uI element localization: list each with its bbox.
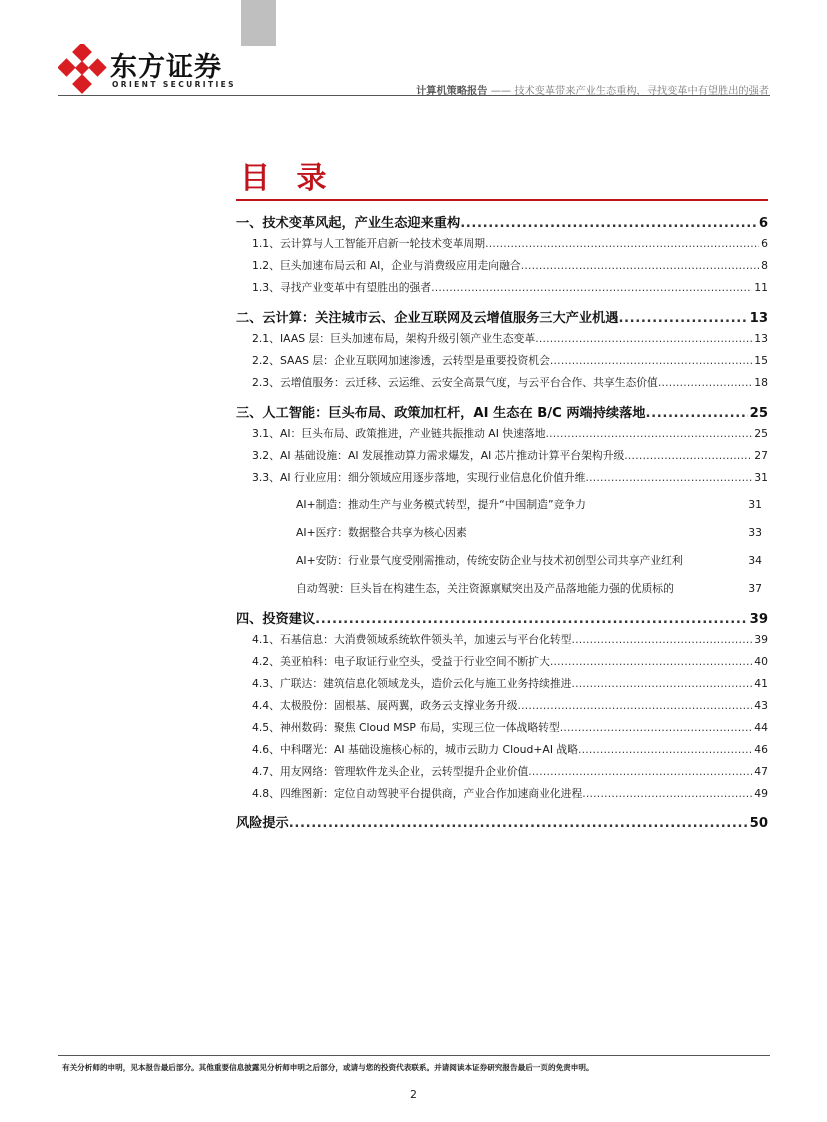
header-separator: —— [490,86,512,97]
toc-leader-dots [431,281,752,294]
toc-entry-4-7[interactable] [236,764,768,779]
logo-english-name: ORIENT SECURITIES [112,80,236,89]
toc-entry-page: 41 [754,677,768,690]
toc-leader-dots [618,311,747,326]
toc-leader-dots [289,816,748,831]
toc-entry-label: 二、云计算：关注城市云、企业互联网及云增值服务三大产业机遇 [236,311,619,326]
toc-entry-page: 39 [754,633,768,646]
toc-entry-label: 4.1、石基信息：大消费领域系统软件领头羊，加速云与平台化转型 [252,633,572,646]
toc-entry-label: 1.2、巨头加速布局云和 AI，企业与消费级应用走向融合 [252,259,521,272]
toc-entry-label: 4.4、太极股份：固根基、展两翼，政务云支撑业务升级 [252,699,518,712]
toc-entry-page: 34 [748,554,762,567]
orient-logo-icon [58,44,108,94]
toc-entry-label: 2.1、IAAS 层：巨头加速布局，架构升级引领产业生态变革 [252,332,536,345]
company-logo [58,44,248,96]
toc-entry-label: 3.1、AI：巨头布局、政策推进，产业链共振推动 AI 快速落地 [252,427,546,440]
footer-disclaimer: 有关分析师的申明，见本报告最后部分。其他重要信息披露见分析师申明之后部分，或请与您的投资代表联系。并请阅读本证券研究报告最后一页的免责申明。 [62,1063,594,1072]
toc-entry-2-3[interactable] [236,375,768,390]
toc-leader-dots [485,237,759,250]
toc-entry-label: AI+制造：推动生产与业务模式转型，提升“中国制造”竞争力 [296,498,586,511]
toc-entry-page: 15 [754,354,768,367]
toc-entry-page: 44 [754,721,768,734]
toc-leader-dots [585,471,752,484]
toc-entry-label: 4.6、中科曙光：AI 基础设施核心标的，城市云助力 Cloud+AI 战略 [252,743,579,756]
toc-leader-dots [535,332,752,345]
toc-entry-label: 2.3、云增值服务：云迁移、云运维、云安全高景气度，与云平台合作、共享生态价值 [252,376,658,389]
toc-leader-dots [646,406,748,421]
toc-entry-page: 37 [748,582,762,595]
toc-entry-page: 25 [749,406,768,421]
toc-entry-1-3[interactable] [236,280,768,295]
toc-entry-label: 4.8、四维图新：定位自动驾驶平台提供商，产业合作加速商业化进程 [252,787,583,800]
toc-entry-page: 13 [754,332,768,345]
toc-entry-label: 四、投资建议 [236,612,316,627]
toc-entry-page: 18 [754,376,768,389]
toc-entry-section-4[interactable] [236,608,768,627]
toc-entry-ai-healthcare[interactable] [236,525,768,540]
toc-leader-dots [658,376,752,389]
toc-entry-4-5[interactable] [236,720,768,735]
toc-entry-label: 4.5、神州数码：聚焦 Cloud MSP 布局，实现三位一体战略转型 [252,721,560,734]
toc-entry-label: 4.7、用友网络：管理软件龙头企业，云转型提升企业价值 [252,765,529,778]
toc-leader-dots [550,354,752,367]
toc-leader-dots [560,721,753,734]
toc-leader-dots [582,787,752,800]
toc-entry-label: 风险提示 [236,816,289,831]
toc-leader-dots [546,427,753,440]
report-type: 计算机策略报告 [416,86,488,97]
toc-entry-risk-warning[interactable] [236,812,768,831]
footer-divider [58,1055,770,1056]
toc-entry-2-1[interactable] [236,331,768,346]
header-gray-block [241,0,276,46]
toc-leader-dots [571,633,752,646]
toc-entry-label: 一、技术变革风起，产业生态迎来重构 [236,216,461,231]
toc-entry-label: 三、人工智能：巨头布局、政策加杠杆，AI 生态在 B/C 两端持续落地 [236,406,646,421]
toc-entry-3-2[interactable] [236,448,768,463]
toc-entry-label: 1.3、寻找产业变革中有望胜出的强者 [252,281,432,294]
toc-entry-page: 31 [748,498,762,511]
toc-entry-label: 自动驾驶：巨头旨在构建生态，关注资源禀赋突出及产品落地能力强的优质标的 [296,582,674,595]
toc-entry-label: 3.3、AI 行业应用：细分领域应用逐步落地，实现行业信息化价值升维 [252,471,586,484]
toc-entry-1-1[interactable] [236,236,768,251]
toc-entry-page: 11 [754,281,768,294]
toc-entry-label: AI+安防：行业景气度受刚需推动，传统安防企业与技术初创型公司共享产业红利 [296,554,683,567]
toc-leader-dots [624,449,752,462]
toc-entry-page: 40 [754,655,768,668]
toc-entry-section-3[interactable] [236,402,768,421]
toc-entry-4-2[interactable] [236,654,768,669]
logo-chinese-name: 东方证券 [110,52,222,83]
toc-entry-label: 4.3、广联达：建筑信息化领域龙头，造价云化与施工业务持续推进 [252,677,572,690]
toc-title-underline [236,199,768,201]
toc-entry-page: 50 [749,816,768,831]
toc-entry-4-3[interactable] [236,676,768,691]
toc-entry-4-6[interactable] [236,742,768,757]
toc-leader-dots [571,677,752,690]
toc-entry-4-1[interactable] [236,632,768,647]
toc-entry-section-2[interactable] [236,307,768,326]
toc-leader-dots [460,216,757,231]
toc-leader-dots [578,743,752,756]
toc-entry-page: 39 [749,612,768,627]
toc-leader-dots [521,259,759,272]
toc-title: 目 录 [240,161,335,196]
toc-entry-page: 25 [754,427,768,440]
toc-entry-ai-security[interactable] [236,553,768,568]
toc-entry-label: AI+医疗：数据整合共享为核心因素 [296,526,467,539]
toc-entry-3-1[interactable] [236,426,768,441]
toc-entry-section-1[interactable] [236,212,768,231]
toc-entry-label: 2.2、SAAS 层：企业互联网加速渗透，云转型是重要投资机会 [252,354,550,367]
toc-entry-page: 6 [761,237,768,250]
header-divider [58,95,770,96]
toc-leader-dots [528,765,752,778]
toc-leader-dots [315,612,748,627]
toc-entry-page: 31 [754,471,768,484]
toc-entry-page: 33 [748,526,762,539]
toc-entry-label: 3.2、AI 基础设施：AI 发展推动算力需求爆发，AI 芯片推动计算平台架构升级 [252,449,625,462]
toc-entry-page: 43 [754,699,768,712]
toc-entry-4-4[interactable] [236,698,768,713]
toc-entry-page: 49 [754,787,768,800]
toc-leader-dots [518,699,753,712]
toc-entry-ai-manufacturing[interactable] [236,497,768,512]
toc-entry-page: 6 [758,216,768,231]
toc-entry-2-2[interactable] [236,353,768,368]
toc-entry-page: 27 [754,449,768,462]
page-number: 2 [410,1088,417,1101]
toc-entry-page: 8 [761,259,768,272]
toc-entry-label: 4.2、美亚柏科：电子取证行业空头，受益于行业空间不断扩大 [252,655,550,668]
toc-entry-3-3[interactable] [236,470,768,485]
toc-entry-1-2[interactable] [236,258,768,273]
toc-entry-4-8[interactable] [236,786,768,801]
toc-entry-label: 1.1、云计算与人工智能开启新一轮技术变革周期 [252,237,486,250]
toc-leader-dots [550,655,752,668]
toc-entry-autonomous-driving[interactable] [236,581,768,596]
toc-entry-page: 47 [754,765,768,778]
toc-entry-page: 13 [749,311,768,326]
toc-entry-page: 46 [754,743,768,756]
report-title: 技术变革带来产业生态重构，寻找变革中有望胜出的强者 [514,86,769,97]
